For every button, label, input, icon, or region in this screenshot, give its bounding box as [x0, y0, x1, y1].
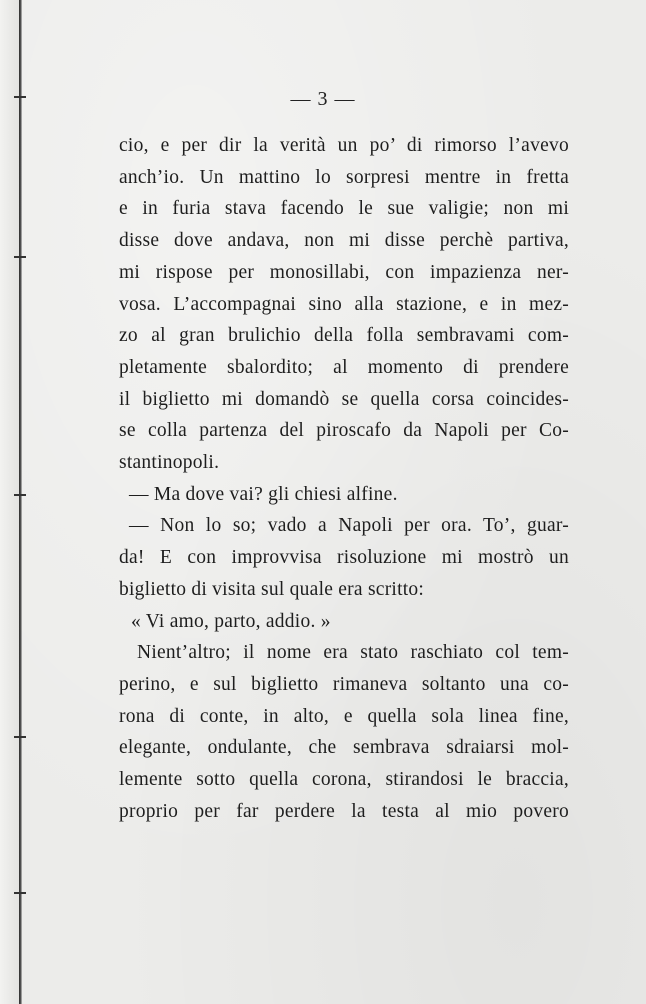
- text-line: se colla partenza del piroscafo da Napoli per Co-: [119, 420, 569, 442]
- text-line: disse dove andava, non mi disse perchè partiva,: [119, 230, 569, 252]
- text-line: zo al gran brulichio della folla sembravami com-: [119, 325, 569, 347]
- text-line: biglietto di visita sul quale era scritto:: [119, 578, 425, 600]
- text-line: anch’io. Un mattino lo sorpresi mentre in fretta: [119, 166, 569, 188]
- text-line: elegante, ondulante, che sembrava sdraiarsi mol-: [119, 737, 569, 759]
- text-line: rona di conte, in alto, e quella sola linea fine,: [119, 705, 569, 727]
- text-line: e in furia stava facendo le sue valigie; non mi: [119, 198, 569, 220]
- text-line: vosa. L’accompagnai sino alla stazione, e in mez-: [119, 293, 569, 315]
- dialogue-line: — Ma dove vai? gli chiesi alfine.: [129, 483, 398, 505]
- text-line: mi rispose per monosillabi, con impazienza ner-: [119, 261, 569, 283]
- text-line: Nient’altro; il nome era stato raschiato col tem-: [137, 642, 569, 664]
- binding-mark: [14, 256, 26, 258]
- text-line: perino, e sul biglietto rimaneva soltanto una co-: [119, 673, 569, 695]
- binding-mark: [14, 494, 26, 496]
- text-line: pletamente sbalordito; al momento di prendere: [119, 356, 569, 378]
- binding-mark: [14, 892, 26, 894]
- text-line: proprio per far perdere la testa al mio povero: [119, 800, 569, 822]
- binding-mark: [14, 736, 26, 738]
- text-line: cio, e per dir la verità un po’ di rimorso l’avevo: [119, 135, 569, 156]
- text-line: lemente sotto quella corona, stirandosi le braccia,: [119, 769, 569, 791]
- page-binding-shadow: [0, 0, 19, 1004]
- text-line: il biglietto mi domandò se quella corsa coincides-: [119, 388, 569, 410]
- text-line: da! E con improvvisa risoluzione mi mostrò un: [119, 547, 569, 569]
- quoted-line: « Vi amo, parto, addio. »: [131, 610, 331, 632]
- text-line: stantinopoli.: [119, 452, 220, 474]
- body-text: [119, 130, 569, 827]
- dialogue-line: — Non lo so; vado a Napoli per ora. To’, guar-: [129, 515, 569, 537]
- page-number: — 3 —: [290, 88, 356, 110]
- page-left-edge: [19, 0, 22, 1004]
